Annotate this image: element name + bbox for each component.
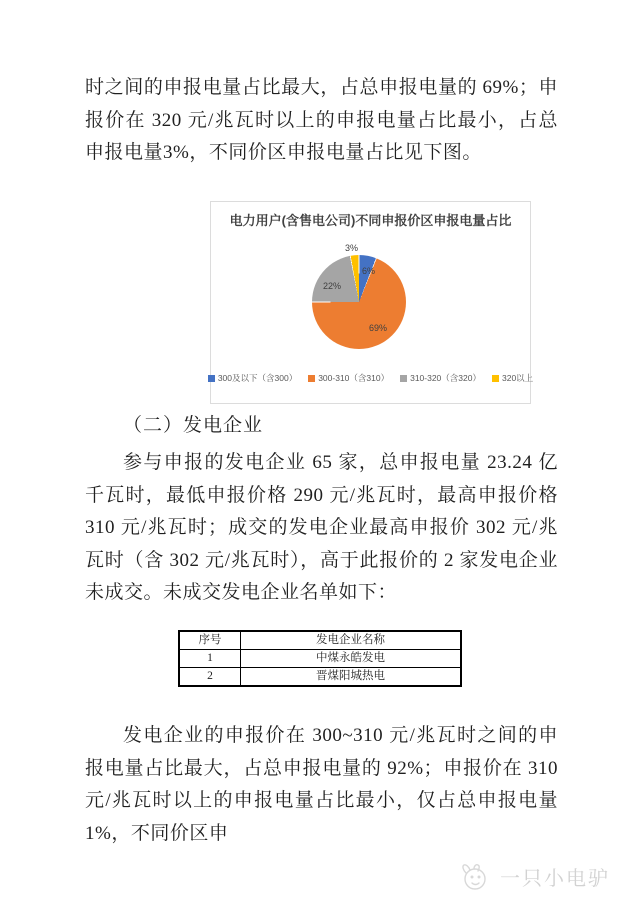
legend-label: 320以上 bbox=[501, 373, 534, 383]
legend-label: 310-320（含320） bbox=[410, 373, 481, 383]
legend-item bbox=[208, 372, 297, 384]
legend-swatch-orange bbox=[308, 375, 315, 382]
pie-label-300-below: 6% bbox=[362, 266, 376, 276]
table-header-row bbox=[179, 631, 461, 650]
table-cell-index: 1 bbox=[179, 650, 241, 668]
donkey-logo-icon bbox=[460, 863, 494, 891]
watermark-text: 一只小电驴 bbox=[500, 868, 610, 890]
legend-swatch-yellow bbox=[492, 375, 499, 382]
table-header-index: 序号 bbox=[179, 631, 241, 650]
table-cell-index: 2 bbox=[179, 668, 241, 687]
legend-label: 300-310（含310） bbox=[318, 373, 390, 383]
unsold-generators-table bbox=[178, 630, 462, 687]
pie-label-310-320: 22% bbox=[323, 281, 342, 291]
paragraph-generator-bids: 发电企业的申报价在 300~310 元/兆瓦时之间的申报电量占比最大，占总申报电量的 92%；申报价在 310 元/兆瓦时以上的申报电量占比最小，仅占总申报电量 1%，不同价区申 bbox=[85, 725, 558, 844]
pie-label-300-310: 69% bbox=[369, 323, 388, 333]
table-row bbox=[179, 650, 461, 668]
pie-chart bbox=[312, 255, 406, 349]
legend-item bbox=[492, 372, 533, 384]
table-cell-company: 中煤永皓发电 bbox=[241, 650, 462, 668]
legend-item bbox=[400, 372, 481, 384]
chart-legend bbox=[211, 372, 534, 384]
chart-title: 电力用户(含售电公司)不同申报价区申报电量占比 bbox=[229, 213, 512, 228]
pie-label-320-above: 3% bbox=[345, 243, 359, 253]
section-heading: （二）发电企业 bbox=[123, 415, 264, 436]
paragraph-user-bids: 时之间的申报电量占比最大，占总申报电量的 69%；申报价在 320 元/兆瓦时以上的申报电量占比最小，占总申报电量3%，不同价区申报电量占比见下图。 bbox=[85, 77, 558, 163]
legend-item bbox=[308, 372, 389, 384]
pie-chart-figure bbox=[210, 201, 534, 404]
paragraph-generators: 参与申报的发电企业 65 家，总申报电量 23.24 亿千瓦时，最低申报价格 290 元/兆瓦时，最高申报价格 310 元/兆瓦时；成交的发电企业最高申报价 302 元/兆瓦时（含 302 元/兆瓦时），高于此报价的 2 家发电企业未成交。未成交发电企业名单如下： bbox=[85, 452, 558, 603]
watermark bbox=[460, 862, 610, 891]
table-cell-company: 晋煤阳城热电 bbox=[241, 668, 462, 687]
legend-swatch-blue bbox=[208, 375, 215, 382]
legend-label: 300及以下（含300） bbox=[217, 373, 298, 383]
legend-swatch-gray bbox=[400, 375, 407, 382]
table-header-company: 发电企业名称 bbox=[241, 631, 462, 650]
table-row bbox=[179, 668, 461, 687]
